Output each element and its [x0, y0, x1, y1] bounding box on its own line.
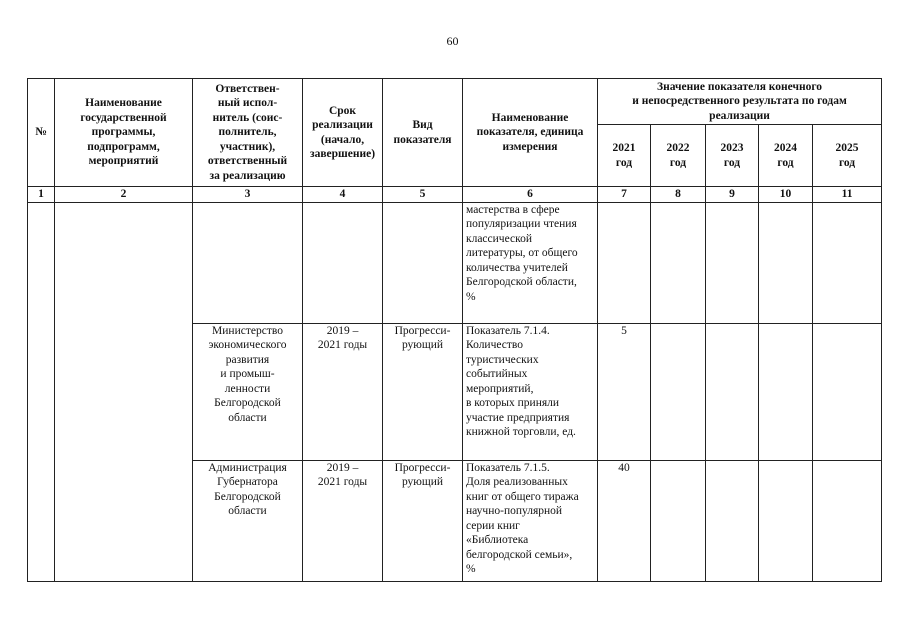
cell-period: 2019 – 2021 годы [303, 460, 383, 581]
cell-value-2021: 5 [598, 323, 651, 460]
cell-value-2022 [651, 323, 706, 460]
cell-indicator-name: Показатель 7.1.4. Количество туристических событийных мероприятий, в которых приняли участие предприятия книжной торговли, ед. [463, 323, 598, 460]
header-number: № [28, 79, 55, 187]
column-number: 11 [813, 187, 882, 203]
cell-value-2023 [706, 460, 759, 581]
cell-value-2024 [759, 202, 813, 323]
column-number: 10 [759, 187, 813, 203]
cell-number-empty [28, 202, 55, 581]
column-number: 3 [193, 187, 303, 203]
cell-value-2022 [651, 460, 706, 581]
column-number: 1 [28, 187, 55, 203]
table-row [28, 202, 882, 323]
header-executor: Ответствен- ный испол- нитель (соис- полнитель, участник), ответственный за реализацию [193, 79, 303, 187]
cell-value-2022 [651, 202, 706, 323]
cell-program-empty [55, 202, 193, 581]
page-number: 60 [446, 34, 459, 48]
column-number: 8 [651, 187, 706, 203]
cell-executor [193, 202, 303, 323]
column-number: 5 [383, 187, 463, 203]
cell-indicator-name: Показатель 7.1.5. Доля реализованных книг от общего тиража научно-популярной серии книг «Библиотека белгородской семьи», % [463, 460, 598, 581]
cell-value-2023 [706, 202, 759, 323]
cell-indicator-type: Прогресси- рующий [383, 460, 463, 581]
header-program: Наименование государственной программы, подпрограмм, мероприятий [55, 79, 193, 187]
column-number: 4 [303, 187, 383, 203]
cell-value-2024 [759, 460, 813, 581]
header-row [28, 79, 882, 125]
cell-value-2021 [598, 202, 651, 323]
header-year-2022: 2022 год [651, 125, 706, 187]
header-indicator-type: Вид показателя [383, 79, 463, 187]
header-year-2024: 2024 год [759, 125, 813, 187]
header-year-2023: 2023 год [706, 125, 759, 187]
cell-value-2024 [759, 323, 813, 460]
cell-value-2025 [813, 460, 882, 581]
cell-indicator-type: Прогресси- рующий [383, 323, 463, 460]
cell-period [303, 202, 383, 323]
column-number: 6 [463, 187, 598, 203]
header-year-2025: 2025 год [813, 125, 882, 187]
cell-value-2025 [813, 323, 882, 460]
cell-executor: Министерство экономического развития и промыш- ленности Белгородской области [193, 323, 303, 460]
column-numbers-row [28, 187, 882, 203]
cell-value-2023 [706, 323, 759, 460]
cell-executor: Администрация Губернатора Белгородской области [193, 460, 303, 581]
header-indicator-name: Наименование показателя, единица измерения [463, 79, 598, 187]
header-year-2021: 2021 год [598, 125, 651, 187]
indicators-table [27, 78, 882, 582]
column-number: 9 [706, 187, 759, 203]
cell-value-2025 [813, 202, 882, 323]
cell-indicator-type [383, 202, 463, 323]
cell-period: 2019 – 2021 годы [303, 323, 383, 460]
cell-value-2021: 40 [598, 460, 651, 581]
cell-indicator-name: мастерства в сфере популяризации чтения классической литературы, от общего количества учителей Белгородской области, % [463, 202, 598, 323]
column-number: 2 [55, 187, 193, 203]
column-number: 7 [598, 187, 651, 203]
header-period: Срок реализации (начало, завершение) [303, 79, 383, 187]
header-values-group: Значение показателя конечного и непосредственного результата по годам реализации [598, 79, 882, 125]
